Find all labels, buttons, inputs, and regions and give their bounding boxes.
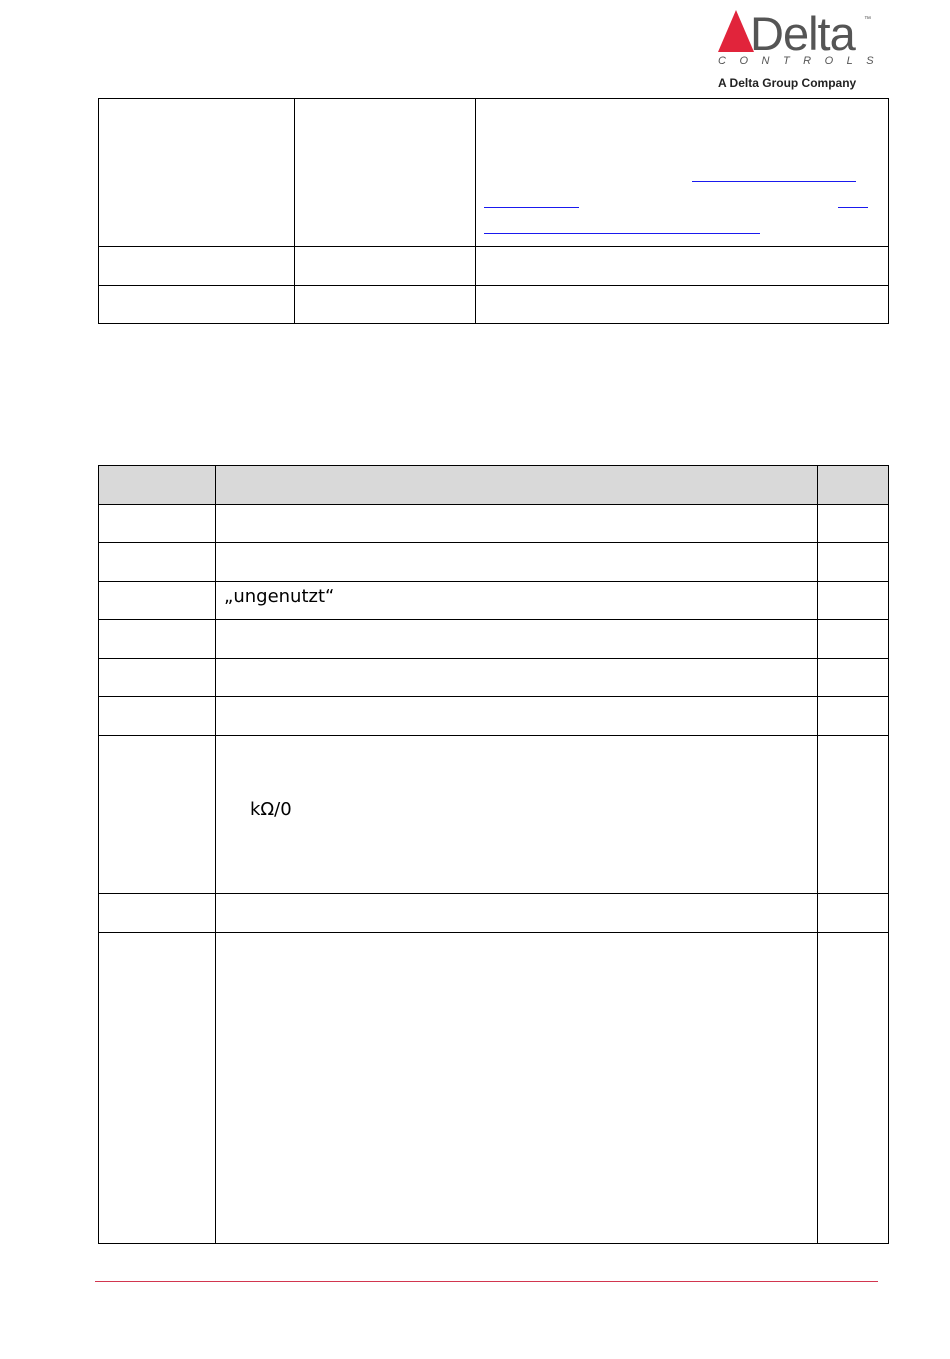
table-cell bbox=[818, 697, 889, 736]
table-cell bbox=[818, 933, 889, 1244]
table-row bbox=[99, 99, 889, 247]
logo-wordmark: Delta bbox=[750, 7, 855, 60]
table-row bbox=[99, 736, 889, 894]
table-header-cell bbox=[216, 466, 818, 505]
table-cell bbox=[99, 697, 216, 736]
table-cell bbox=[99, 659, 216, 697]
table-top bbox=[98, 98, 889, 324]
table-cell bbox=[99, 582, 216, 620]
table-row bbox=[99, 894, 889, 933]
hyperlink-underline[interactable] bbox=[838, 207, 868, 208]
table-row bbox=[99, 582, 889, 620]
table-row bbox=[99, 286, 889, 324]
table-cell bbox=[818, 620, 889, 659]
hyperlink-underline[interactable] bbox=[484, 207, 579, 208]
table-main bbox=[98, 465, 889, 1244]
logo-subtitle: CONTROLS bbox=[718, 55, 888, 67]
logo-trademark: ™ bbox=[864, 16, 871, 23]
table-cell bbox=[295, 286, 476, 324]
table-row bbox=[99, 697, 889, 736]
table-cell bbox=[216, 736, 818, 894]
table-cell bbox=[818, 659, 889, 697]
table-cell bbox=[818, 736, 889, 894]
table-row bbox=[99, 933, 889, 1244]
table-cell bbox=[216, 505, 818, 543]
cell-text-ungenutzt: „ungenutzt“ bbox=[224, 586, 335, 607]
table-cell bbox=[216, 659, 818, 697]
table-cell bbox=[476, 286, 889, 324]
table-cell bbox=[99, 933, 216, 1244]
table-cell bbox=[476, 247, 889, 286]
table-cell bbox=[818, 582, 889, 620]
table-cell bbox=[99, 543, 216, 582]
table-cell bbox=[99, 894, 216, 933]
table-cell bbox=[99, 620, 216, 659]
table-row bbox=[99, 505, 889, 543]
table-header-cell bbox=[818, 466, 889, 505]
cell-text-kohm: kΩ/0 bbox=[250, 799, 292, 820]
delta-controls-logo bbox=[716, 7, 888, 94]
table-cell bbox=[216, 543, 818, 582]
table-cell bbox=[99, 99, 295, 247]
table-cell bbox=[216, 697, 818, 736]
hyperlink-underline[interactable] bbox=[484, 233, 760, 234]
table-cell bbox=[295, 99, 476, 247]
table-header-row bbox=[99, 466, 889, 505]
table-cell bbox=[216, 933, 818, 1244]
hyperlink-underline[interactable] bbox=[692, 181, 856, 182]
logo-group-tagline: A Delta Group Company bbox=[718, 76, 857, 90]
table-cell bbox=[818, 543, 889, 582]
table-cell bbox=[99, 736, 216, 894]
table-cell bbox=[216, 894, 818, 933]
table-cell bbox=[216, 620, 818, 659]
table-cell bbox=[818, 894, 889, 933]
table-row bbox=[99, 659, 889, 697]
table-row bbox=[99, 543, 889, 582]
table-cell bbox=[99, 286, 295, 324]
table-cell bbox=[476, 99, 889, 247]
table-cell bbox=[99, 505, 216, 543]
footer-divider bbox=[95, 1281, 878, 1282]
table-row bbox=[99, 247, 889, 286]
table-header-cell bbox=[99, 466, 216, 505]
table-row bbox=[99, 620, 889, 659]
table-cell bbox=[99, 247, 295, 286]
table-cell bbox=[295, 247, 476, 286]
table-cell bbox=[818, 505, 889, 543]
